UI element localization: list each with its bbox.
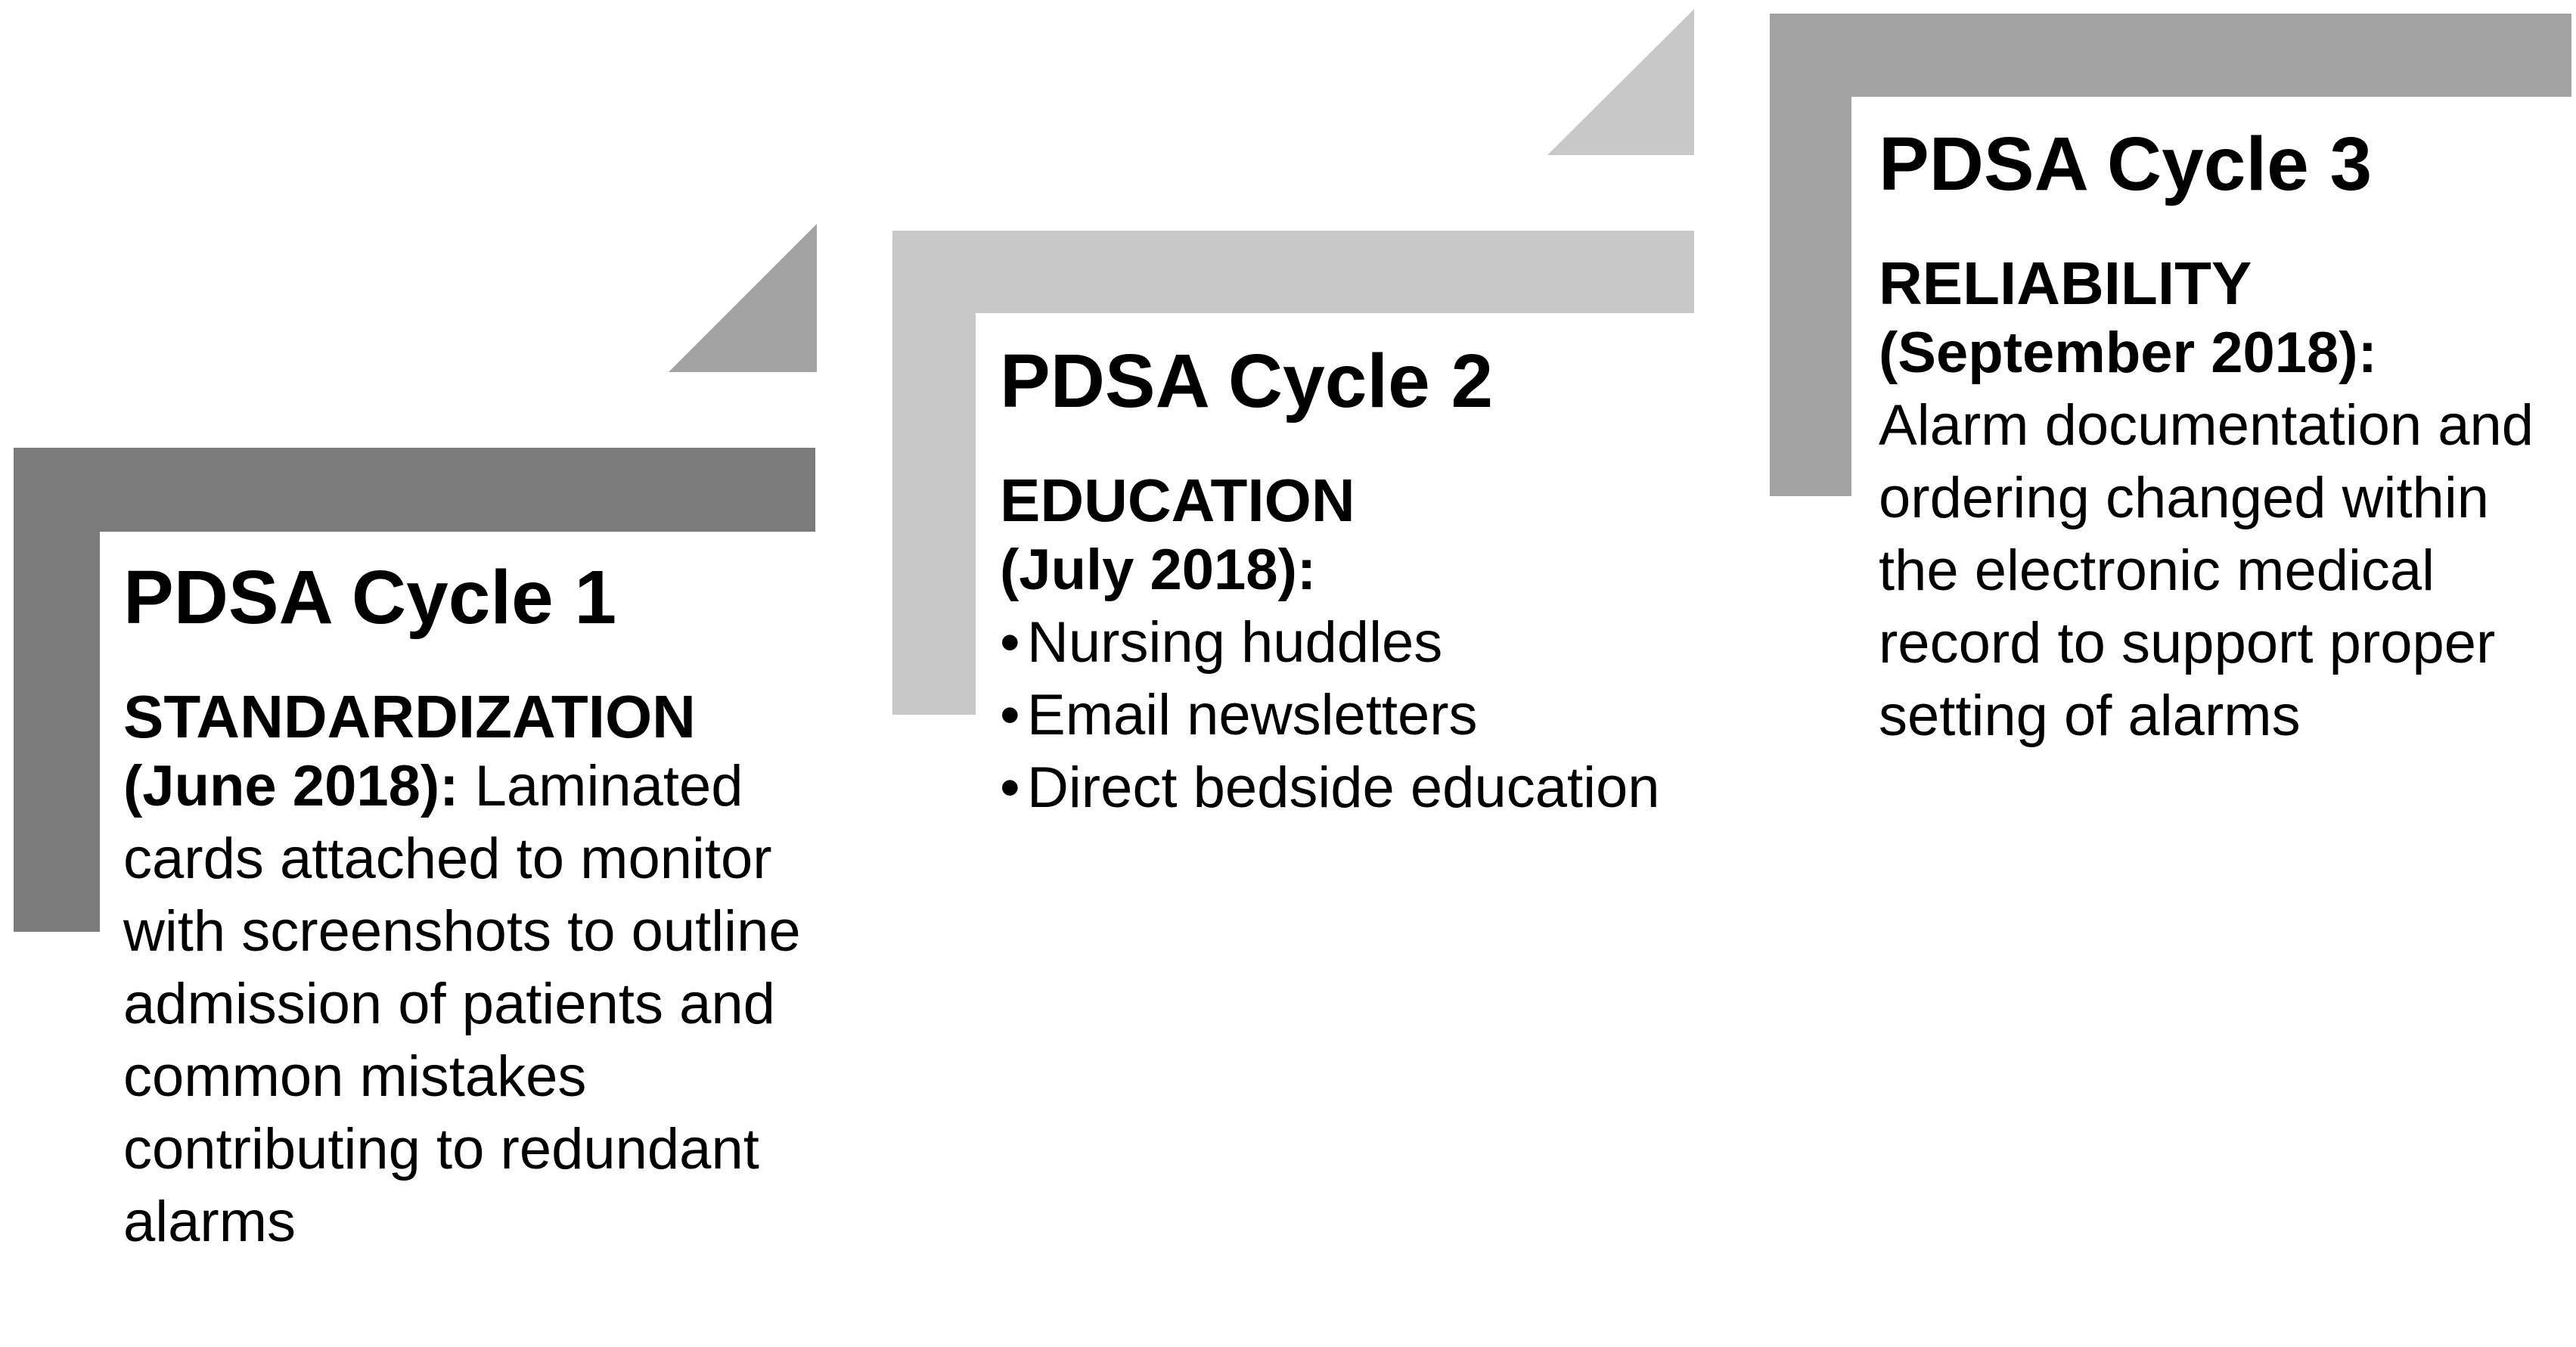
list-item: • Direct bedside education <box>1000 752 1756 824</box>
cycle-3-description: Alarm documentation and ordering changed within the electronic medical record to support proper setting of alarms <box>1879 393 2534 748</box>
list-item: • Email newsletters <box>1000 679 1756 752</box>
cycle-3-block <box>1879 121 2544 753</box>
cycle-3-body <box>1879 317 2544 753</box>
cycle-2-phase: EDUCATION <box>1000 467 1355 534</box>
cycle-1-description: Laminated cards attached to monitor with screenshots to outline admission of patients and common mistakes contributing to redundant alarms <box>123 754 801 1254</box>
cycle-1-phase: STANDARDIZATION <box>123 683 696 750</box>
cycle-1-block <box>123 554 804 1259</box>
cycle-2-list <box>1000 607 1756 824</box>
cycle-2-block <box>1000 338 1756 824</box>
cycle-1-arrow <box>669 224 817 372</box>
cycle-1-body <box>123 750 804 1259</box>
cycle-2-body <box>1000 534 1756 824</box>
cycle-2-title: PDSA Cycle 2 <box>1000 339 1494 424</box>
cycle-3-date: (September 2018): <box>1879 321 2377 385</box>
cycle-1-title: PDSA Cycle 1 <box>123 555 617 640</box>
cycle-3-title: PDSA Cycle 3 <box>1879 122 2373 206</box>
cycle-2-arrow <box>1547 9 1694 155</box>
cycle-2-date: (July 2018): <box>1000 538 1317 602</box>
list-item: • Nursing huddles <box>1000 607 1756 679</box>
cycle-3-phase: RELIABILITY <box>1879 250 2252 317</box>
cycle-1-date: (June 2018): <box>123 754 459 818</box>
